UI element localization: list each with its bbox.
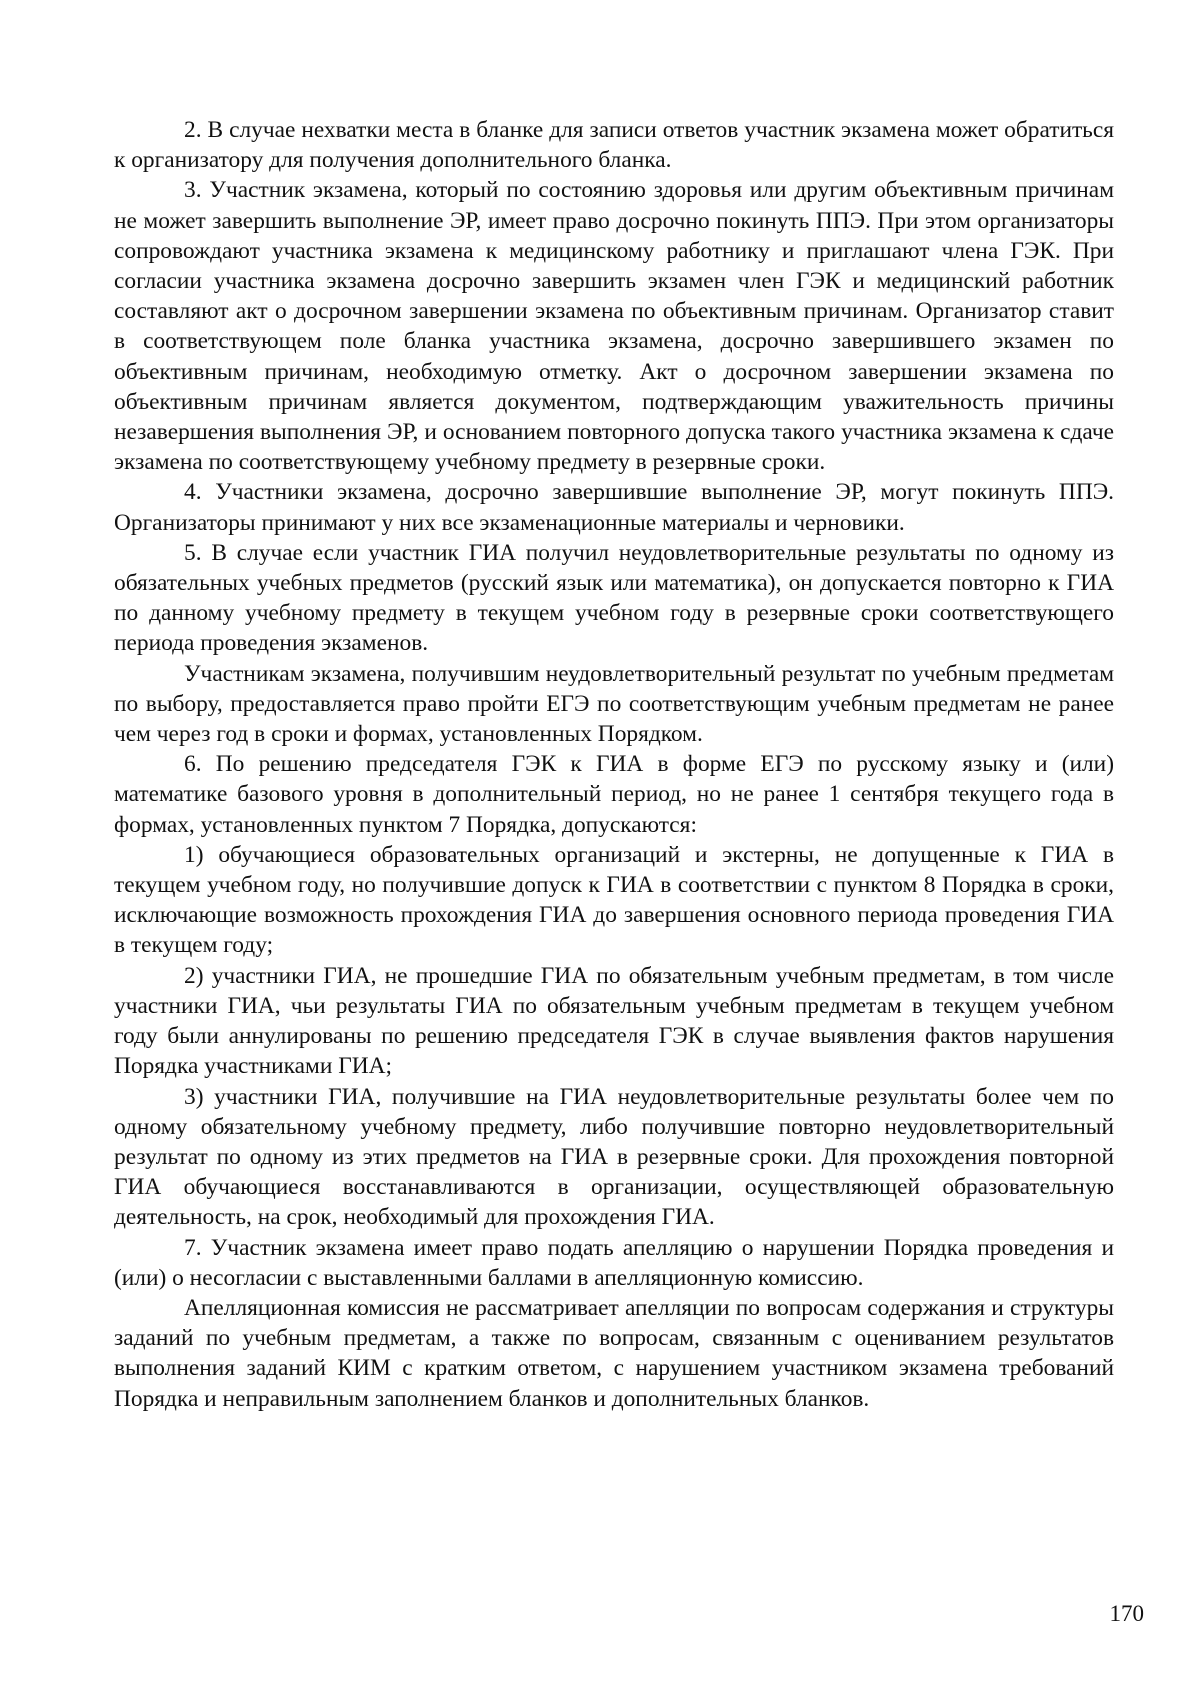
paragraph-subitem-1: 1) обучающиеся образовательных организаций и экстерны, не допущенные к ГИА в текущем учебном году, но получившие допуск к ГИА в соответствии с пунктом 8 Порядка в сроки, исключающие возможность прохождения ГИА до завершения основного периода проведения ГИА в текущем году; — [114, 841, 1114, 959]
paragraph-item-7-continuation: Апелляционная комиссия не рассматривает апелляции по вопросам содержания и структуры заданий по учебным предметам, а также по вопросам, связанным с оцениванием результатов выполнения заданий КИМ с кратким ответом, с нарушением участником экзамена требований Порядка и неправильным заполнением бланков и дополнительных бланков. — [114, 1294, 1114, 1412]
page-number: 170 — [1109, 1601, 1144, 1626]
paragraph-item-3: 3. Участник экзамена, который по состоянию здоровья или другим объективным причинам не может завершить выполнение ЭР, имеет право досрочно покинуть ППЭ. При этом организаторы сопровождают участника экзамена к медицинскому работнику и приглашают члена ГЭК. При согласии участника экзамена досрочно завершить экзамен член ГЭК и медицинский работник составляют акт о досрочном завершении экзамена по объективным причинам. Организатор ставит в соответствующем поле бланка участника экзамена, досрочно завершившего экзамен по объективным причинам, необходимую отметку. Акт о досрочном завершении экзамена по объективным причинам является документом, подтверждающим уважительность причины незавершения выполнения ЭР, и основанием повторного допуска такого участника экзамена к сдаче экзамена по соответствующему учебному предмету в резервные сроки. — [114, 177, 1114, 476]
paragraph-item-7: 7. Участник экзамена имеет право подать апелляцию о нарушении Порядка проведения и (или) о несогласии с выставленными баллами в апелляционную комиссию. — [114, 1234, 1114, 1291]
paragraph-item-5-continuation: Участникам экзамена, получившим неудовлетворительный результат по учебным предметам по выбору, предоставляется право пройти ЕГЭ по соответствующим учебным предметам не ранее чем через год в сроки и формах, установленных Порядком. — [114, 660, 1114, 748]
paragraph-item-5: 5. В случае если участник ГИА получил неудовлетворительные результаты по одному из обязательных учебных предметов (русский язык или математика), он допускается повторно к ГИА по данному учебному предмету в текущем учебном году в резервные сроки соответствующего периода проведения экзаменов. — [114, 539, 1114, 657]
paragraph-item-2: 2. В случае нехватки места в бланке для записи ответов участник экзамена может обратиться к организатору для получения дополнительного бланка. — [114, 117, 1114, 174]
paragraph-item-4: 4. Участники экзамена, досрочно завершившие выполнение ЭР, могут покинуть ППЭ. Организаторы принимают у них все экзаменационные материалы и черновики. — [114, 479, 1114, 536]
document-body — [114, 115, 1114, 1414]
paragraph-item-6: 6. По решению председателя ГЭК к ГИА в форме ЕГЭ по русскому языку и (или) математике базового уровня в дополнительный период, но не ранее 1 сентября текущего года в формах, установленных пунктом 7 Порядка, допускаются: — [114, 751, 1114, 838]
paragraph-subitem-3: 3) участники ГИА, получившие на ГИА неудовлетворительные результаты более чем по одному обязательному учебному предмету, либо получившие повторно неудовлетворительный результат по одному из этих предметов на ГИА в резервные сроки. Для прохождения повторной ГИА обучающиеся восстанавливаются в организации, осуществляющей образовательную деятельность, на срок, необходимый для прохождения ГИА. — [114, 1083, 1114, 1231]
paragraph-subitem-2: 2) участники ГИА, не прошедшие ГИА по обязательным учебным предметам, в том числе участники ГИА, чьи результаты ГИА по обязательным учебным предметам в текущем учебном году были аннулированы по решению председателя ГЭК в случае выявления фактов нарушения Порядка участниками ГИА; — [114, 962, 1114, 1080]
